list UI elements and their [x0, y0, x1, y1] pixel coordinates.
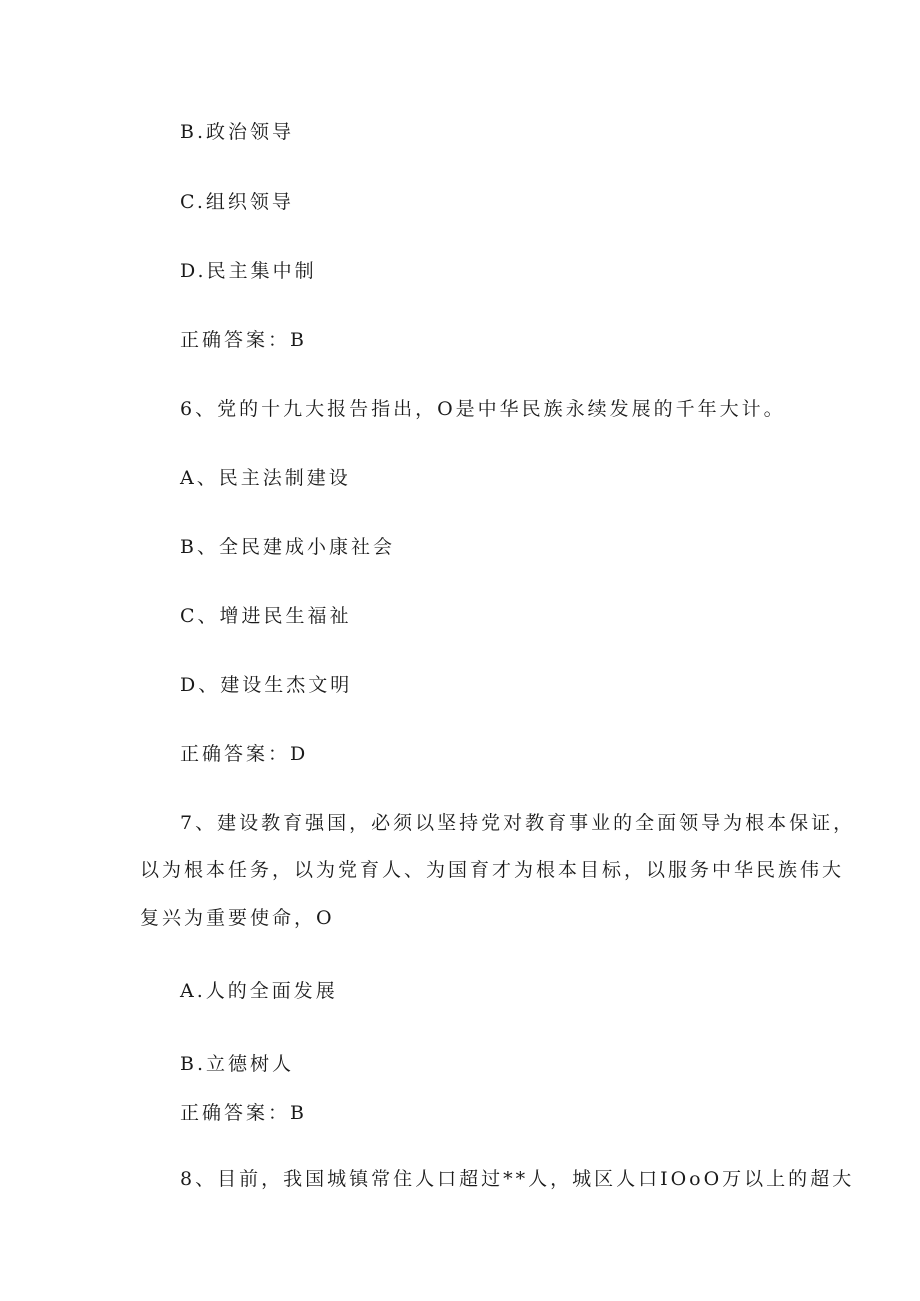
- q6-option-a: A、民主法制建设: [180, 467, 351, 489]
- q6-option-d: D、建设生杰文明: [180, 674, 353, 696]
- q5-answer: 正确答案：B: [180, 329, 307, 351]
- q7-question-line1: 7、建设教育强国，必须以坚持党对教育事业的全面领导为根本保证，: [180, 812, 856, 834]
- q6-option-c: C、增进民生福祉: [180, 605, 352, 627]
- q5-option-b: B.政治领导: [180, 121, 295, 143]
- q6-answer: 正确答案：D: [180, 743, 309, 765]
- q8-question-line1: 8、目前，我国城镇常住人口超过**人，城区人口IOoO万以上的超大: [180, 1168, 855, 1190]
- q7-answer: 正确答案：B: [180, 1102, 307, 1124]
- q5-option-d: D.民主集中制: [180, 260, 317, 282]
- q6-option-b: B、全民建成小康社会: [180, 536, 395, 558]
- q7-option-b: B.立德树人: [180, 1053, 295, 1075]
- q5-option-c: C.组织领导: [180, 191, 294, 213]
- q7-question-line3: 复兴为重要使命，O: [140, 907, 335, 929]
- q7-question-line2: 以为根本任务，以为党育人、为国育才为根本目标，以服务中华民族伟大: [140, 859, 845, 881]
- q7-option-a: A.人的全面发展: [180, 980, 338, 1002]
- q6-question: 6、党的十九大报告指出，O是中华民族永续发展的千年大计。: [180, 398, 786, 420]
